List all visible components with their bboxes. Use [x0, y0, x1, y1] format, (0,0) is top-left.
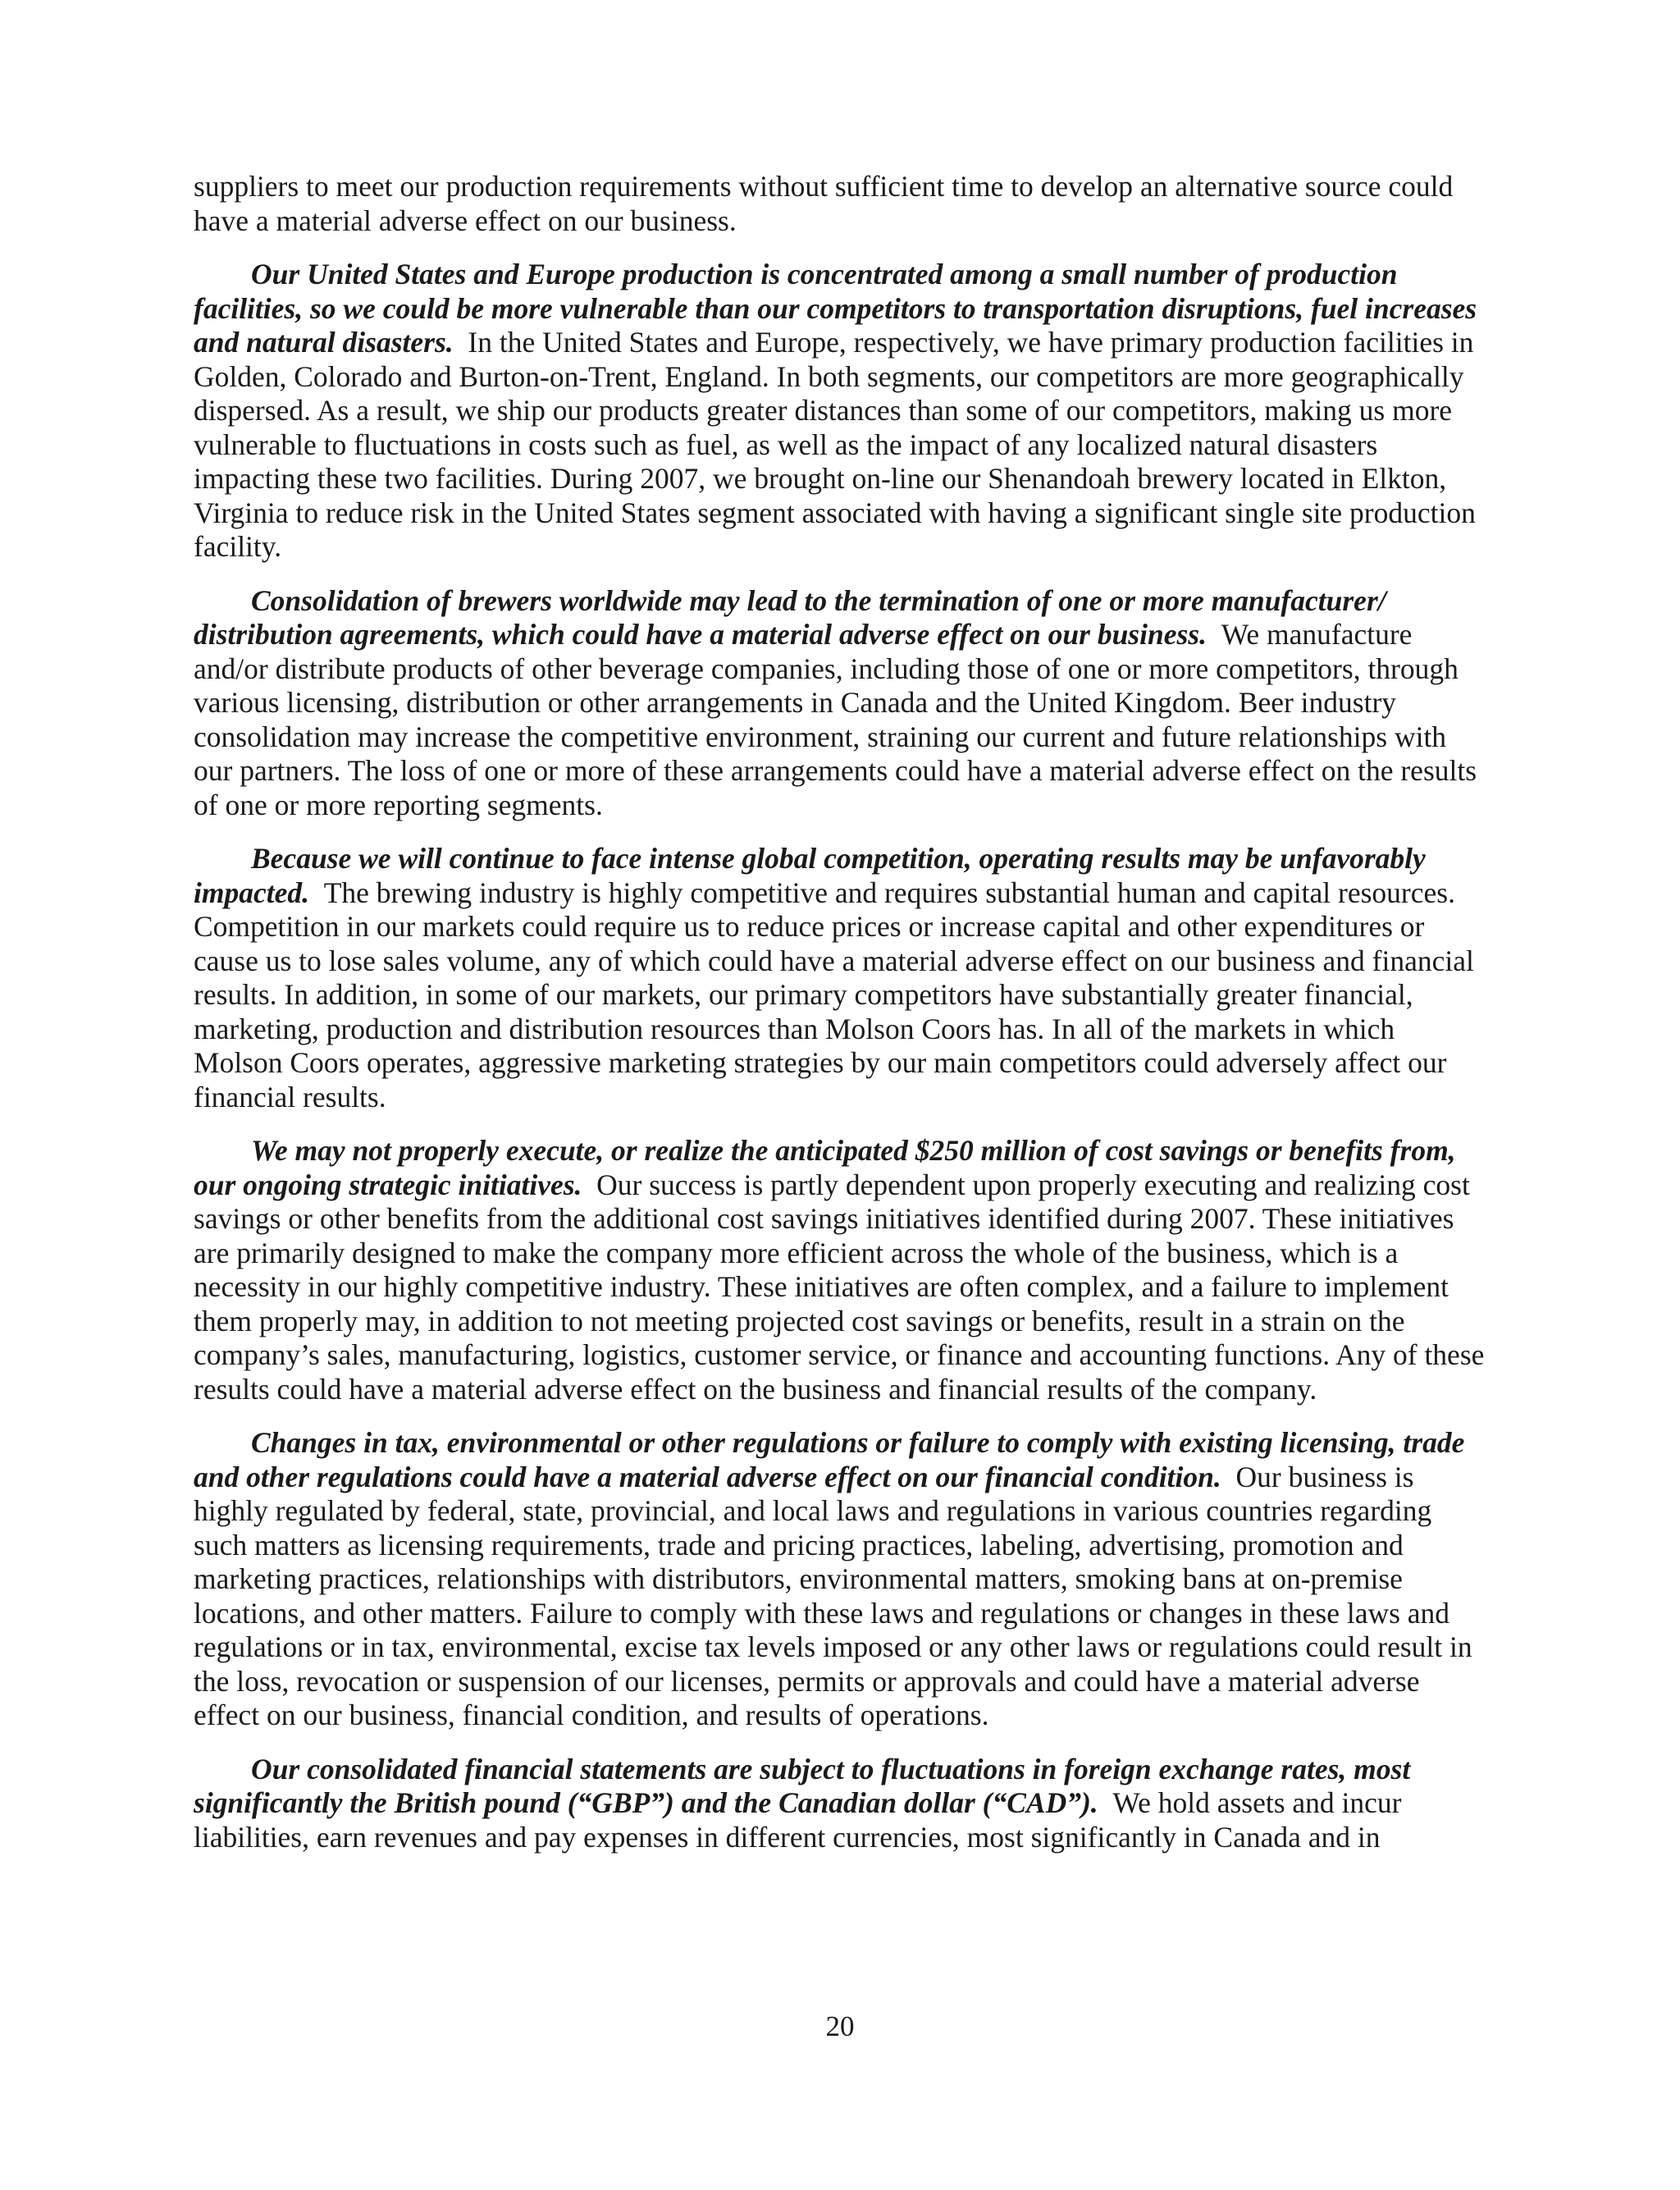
paragraph-text: Our business is highly regulated by federal, state, provincial, and local laws and regulations in various countries regarding such matters as licensing requirements, trade and pricing practices, labeling, advertising, promotion and marketing practices, relationships with distributors, environmental matters, smoking bans at on-premise locations, and other matters. Failure to comply with these laws and regulations or changes in these laws and regulations or in tax, environmental, excise tax levels imposed or any other laws or regulations could result in the loss, revocation or suspension of our licenses, permits or approvals and could have a material adverse effect on our business, financial condition, and results of operations. — [194, 1460, 1472, 1731]
paragraph-text: In the United States and Europe, respectively, we have primary production facilities in Golden, Colorado and Burton-on-Trent, England. In both segments, our competitors are more geographically dispersed. As a result, we ship our products greater distances than some of our competitors, making us more vulnerable to fluctuations in costs such as fuel, as well as the impact of any localized natural disasters impacting these two facilities. During 2007, we brought on-line our Shenandoah brewery located in Elkton, Virginia to reduce risk in the United States segment associated with having a significant single site production facility. — [194, 326, 1476, 563]
paragraph-text: The brewing industry is highly competitive and requires substantial human and capital resources. Competition in our markets could require us to reduce prices or increase capital and other expenditures or cause us to lose sales volume, any of which could have a material adverse effect on our business and financial results. In addition, in some of our markets, our primary competitors have substantially greater financial, marketing, production and distribution resources than Molson Coors has. In all of the markets in which Molson Coors operates, aggressive marketing strategies by our main competitors could adversely affect our financial results. — [194, 876, 1474, 1113]
risk-factor-production-concentration — [194, 258, 1490, 565]
risk-factor-heading: Consolidation of brewers worldwide may lead to the termination of one or more manufacturer/ distribution agreements, which could have a material adverse effect on our business. — [194, 583, 1386, 651]
risk-factor-foreign-exchange — [194, 1753, 1490, 1855]
paragraph-text: We manufacture and/or distribute products of other beverage companies, including those of one or more competitors, through various licensing, distribution or other arrangements in Canada and the United Kingdom. Beer industry consolidation may increase the competitive environment, straining our current and future relationships with our partners. The loss of one or more of these arrangements could have a material adverse effect on the results of one or more reporting segments. — [194, 618, 1477, 821]
paragraph-text: suppliers to meet our production requirements without sufficient time to develop an alternative source could have a material adverse effect on our business. — [194, 170, 1454, 237]
paragraph-text: Our success is partly dependent upon properly executing and realizing cost savings or other benefits from the additional cost savings initiatives identified during 2007. These initiatives are primarily designed to make the company more efficient across the whole of the business, which is a necessity in our highly competitive industry. These initiatives are often complex, and a failure to implement them properly may, in addition to not meeting projected cost savings or benefits, result in a strain on the company’s sales, manufacturing, logistics, customer service, or finance and accounting functions. Any of these results could have a material adverse effect on the business and financial results of the company. — [194, 1168, 1485, 1406]
risk-factor-heading: Changes in tax, environmental or other regulations or failure to comply with existing licensing, trade and other regulations could have a material adverse effect on our financial condition. — [194, 1426, 1465, 1493]
risk-factor-heading: We may not properly execute, or realize the anticipated $250 million of cost savings or benefits from, our ongoing strategic initiatives. — [194, 1134, 1456, 1201]
risk-factor-strategic-initiatives — [194, 1134, 1490, 1406]
risk-factor-global-competition — [194, 842, 1490, 1114]
document-page — [194, 170, 1490, 1874]
risk-factor-regulations — [194, 1426, 1490, 1733]
paragraph-continuation — [194, 170, 1490, 238]
risk-factor-brewer-consolidation — [194, 584, 1490, 823]
risk-factor-heading: Our consolidated financial statements are subject to fluctuations in foreign exchange rates, most significantly the British pound (“GBP”) and the Canadian dollar (“CAD”). — [194, 1752, 1411, 1819]
paragraph-text: We hold assets and incur liabilities, earn revenues and pay expenses in different currencies, most significantly in Canada and in — [194, 1786, 1402, 1854]
risk-factor-heading: Our United States and Europe production is concentrated among a small number of production facilities, so we could be more vulnerable than our competitors to transportation disruptions, fuel increases and natural disasters. — [194, 258, 1477, 359]
risk-factor-heading: Because we will continue to face intense global competition, operating results may be unfavorably impacted. — [194, 842, 1426, 909]
page-number: 20 — [825, 2010, 855, 2042]
